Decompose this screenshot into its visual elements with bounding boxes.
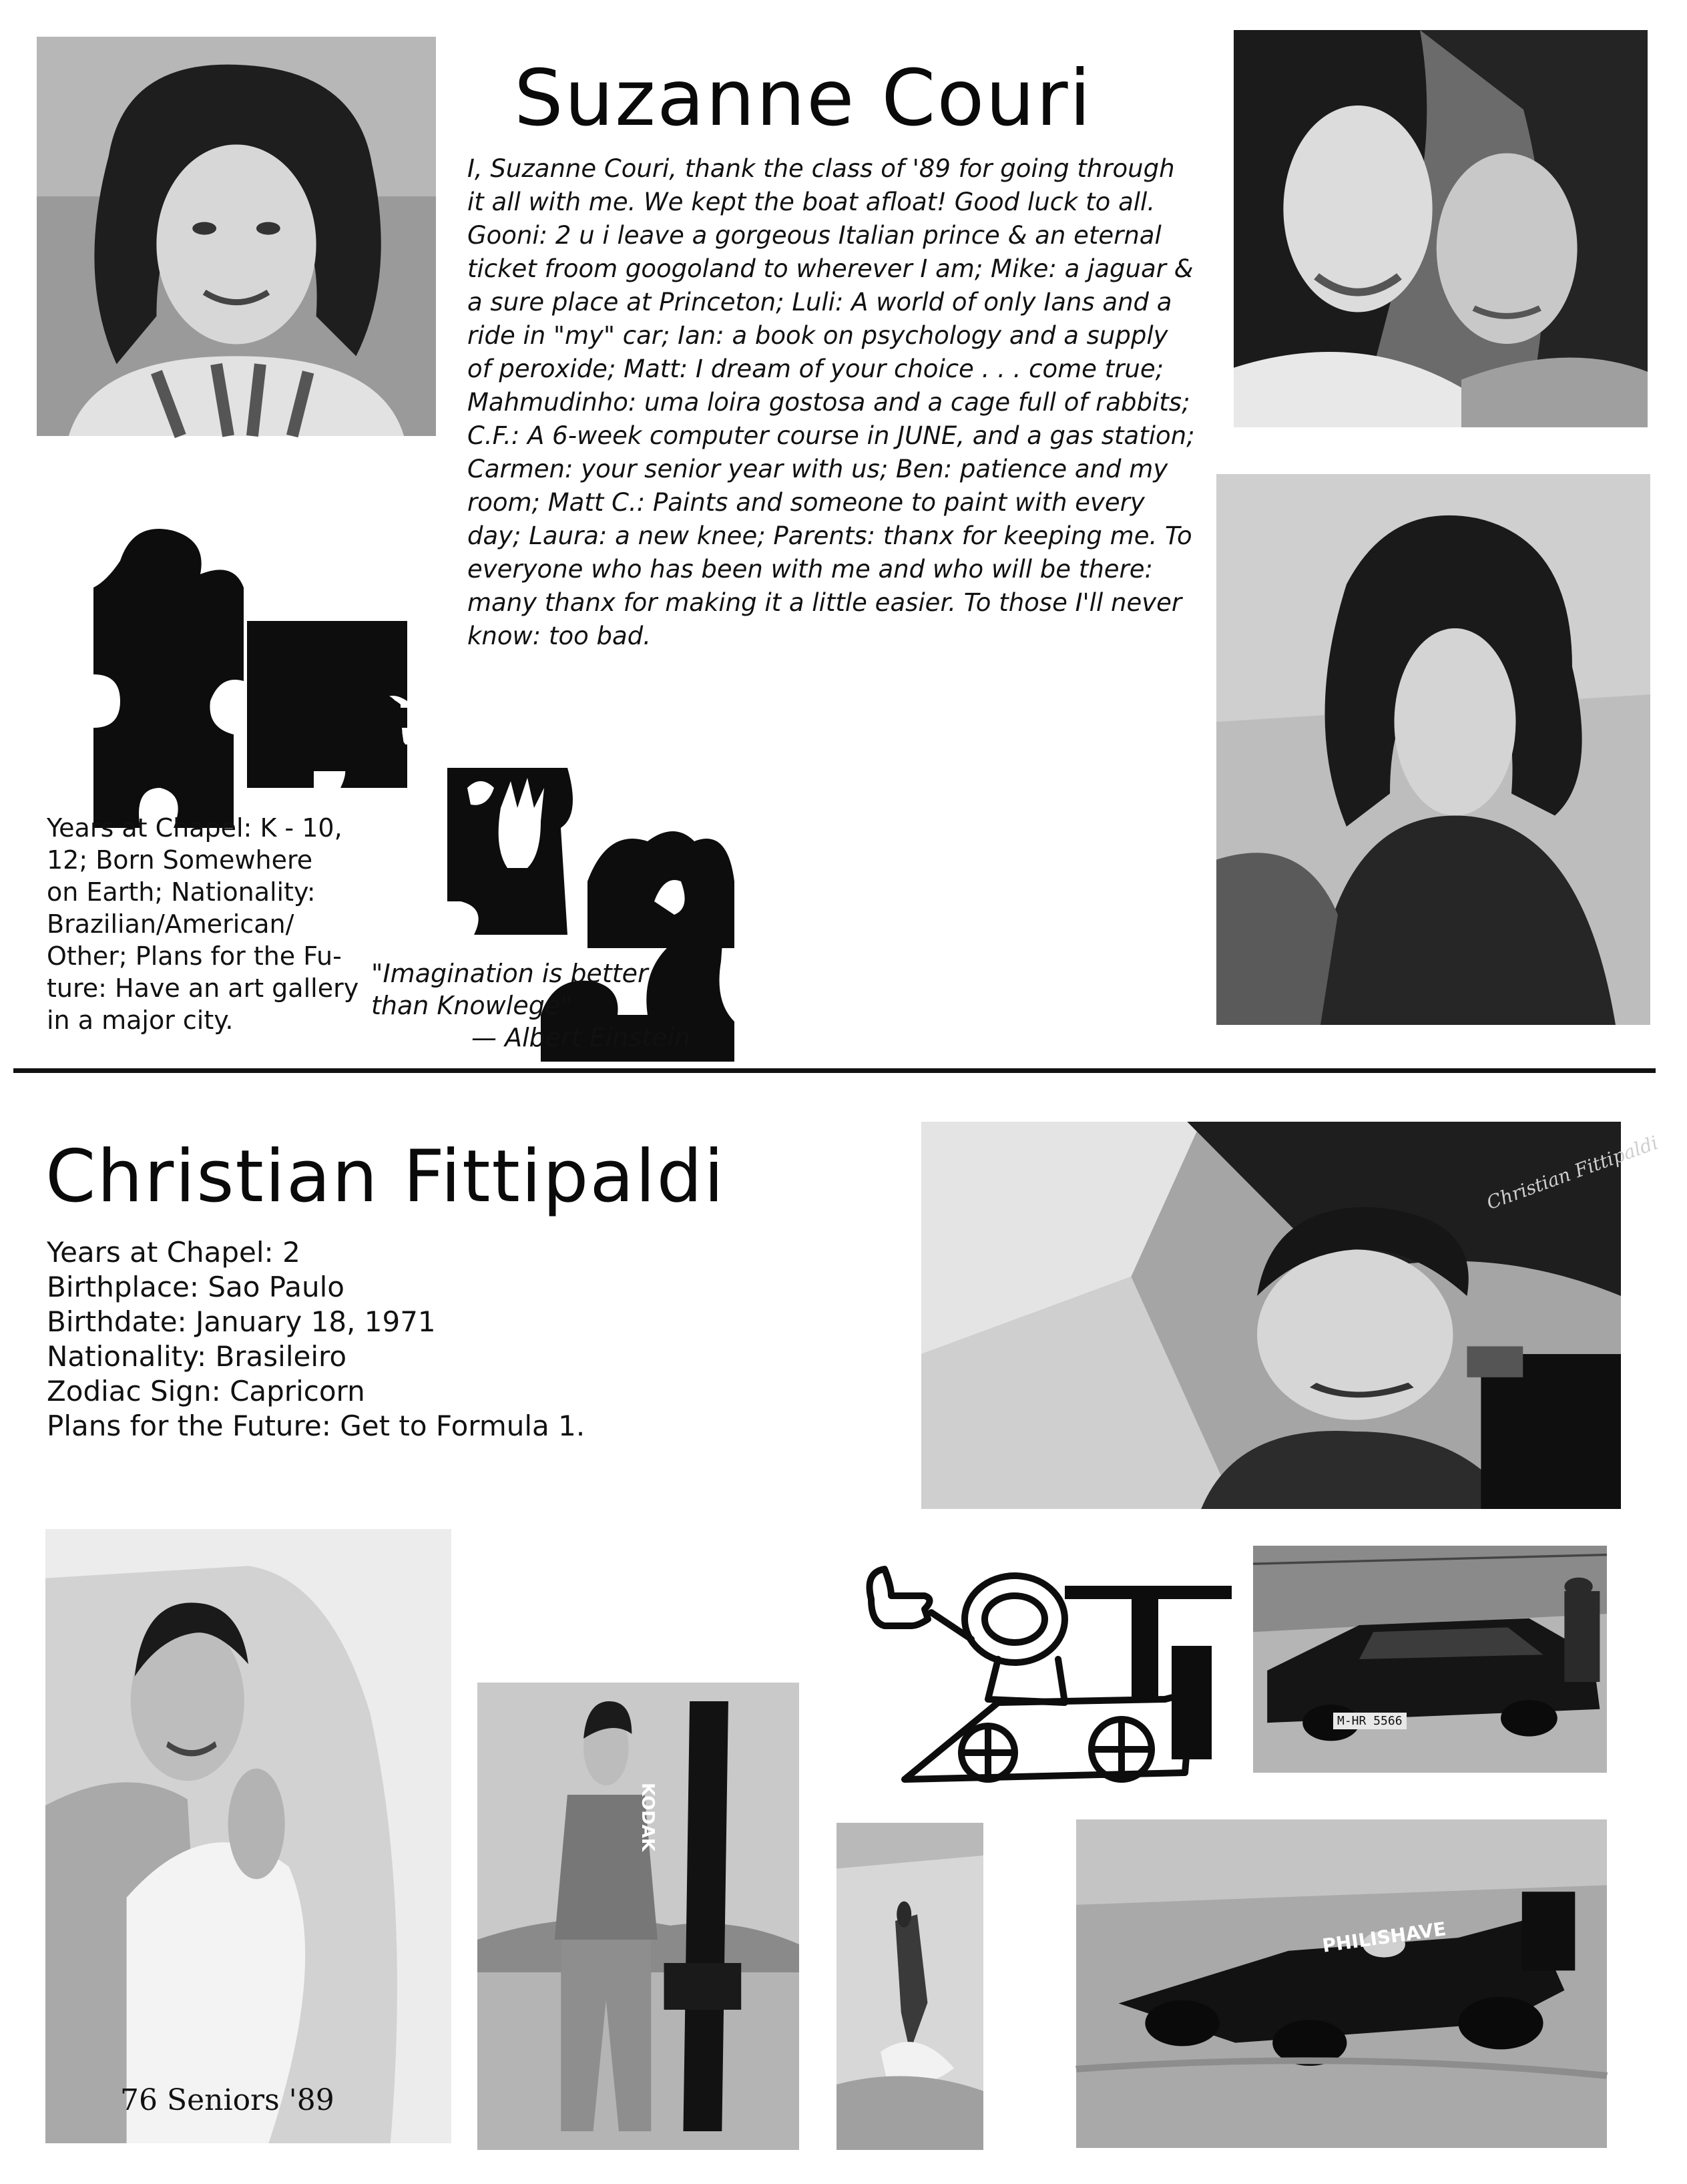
fact-line: Nationality: Brasileiro [47,1340,347,1373]
towel-portrait-photo-christian [45,1529,451,2143]
fact-line: Birthplace: Sao Paulo [47,1271,344,1303]
fact-line: Other; Plans for the Fu- [47,941,342,971]
fact-line: Years at Chapel: K - 10, [47,813,342,843]
friends-photo-suzanne [1234,30,1648,427]
fact-line: Years at Chapel: 2 [47,1236,300,1269]
waterski-portrait-photo-christian [477,1683,799,2150]
waterskiing-action-photo [836,1823,983,2150]
ski-brand-label: KODAK [638,1783,658,1851]
name-heading-christian: Christian Fittipaldi [45,1135,726,1219]
senior-letter-text: I, Suzanne Couri, thank the class of '89 for going through it all with me. We kept the boat afloat! Good luck to all. Gooni: 2 u i leave a gorgeous Italian prince & an eternal ticket froom googoland to wherever I am; Mike: a jaguar & a sure place at Princeton; Luli: A world of only Ians and a ride in "my" car; Ian: a book on psychology and a supply of peroxide; Matt: I dream of your choice . . . come true; Mahmudinho: uma loira gostosa and a cage full of rabbits; C.F.: A 6-week computer course in JUNE, and a gas station; Carmen: your senior year with us; Ben: patience and my room; Matt C.: Paints and someone to paint with every day; Laura: a new knee; Parents: thanx for keeping me. To everyone who has been with me and who will be there: many thanx for making it a little easier. To those I'll never know: too bad. [467,154,1195,650]
sponsor-livery: PHILISHAVE [1320,1918,1448,1957]
fact-line: 12; Born Somewhere [47,845,313,875]
fact-line: on Earth; Nationality: [47,877,316,907]
fact-line: Brazilian/American/ [47,909,294,939]
license-plate: M-HR 5566 [1333,1713,1407,1729]
formula-car-photo-christian [1076,1819,1607,2148]
cockpit-photo-christian [921,1122,1661,1509]
mercedes-car-photo-christian [1253,1546,1607,1773]
quote-author: — Albert Einstein [471,1023,691,1052]
lake-portrait-photo-suzanne [1216,474,1650,1025]
cartoon-race-car-drawing [845,1559,1238,1806]
section-divider [13,1068,1656,1073]
portrait-photo-suzanne [37,37,436,436]
name-heading-suzanne: Suzanne Couri [514,53,1092,144]
fact-line: ture: Have an art gallery [47,973,359,1003]
fact-line: Zodiac Sign: Capricorn [47,1375,365,1407]
fact-line: in a major city. [47,1006,234,1035]
fact-line: Plans for the Future: Get to Formula 1. [47,1409,585,1442]
senior-facts-suzanne [47,812,358,1036]
senior-quote-suzanne [371,957,690,1054]
quote-line: "Imagination is better [371,959,648,988]
helmet-signature: Christian Fittipaldi [1483,1131,1661,1215]
quote-line: than Knowlege" [371,991,572,1020]
senior-facts-christian [47,1235,585,1444]
page-folio: 76 Seniors '89 [120,2083,334,2117]
fact-line: Birthdate: January 18, 1971 [47,1305,436,1338]
